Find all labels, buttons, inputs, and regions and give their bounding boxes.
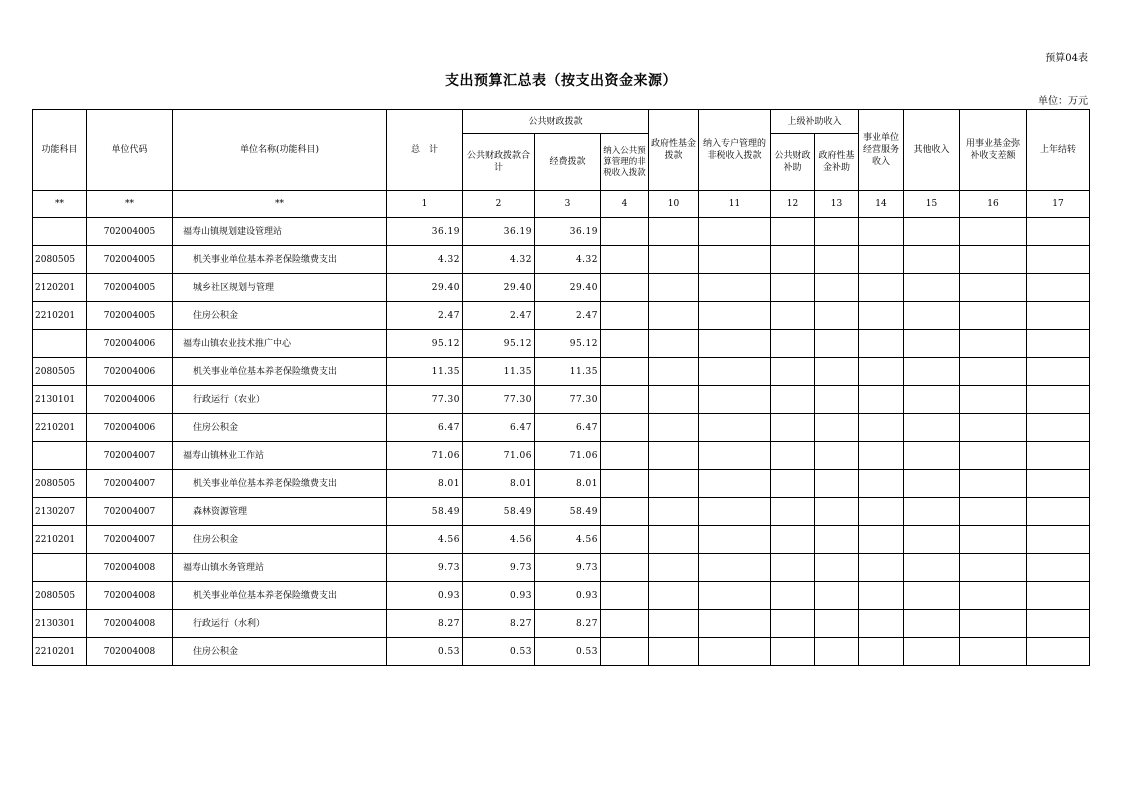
func-code-cell	[33, 554, 87, 582]
unit-code-cell: 702004005	[87, 274, 173, 302]
empty-cell	[859, 246, 904, 274]
empty-cell	[699, 218, 771, 246]
column-index-cell: 15	[904, 191, 960, 218]
header-public-finance-sum: 公共财政拨款合计	[463, 134, 535, 191]
func-code-cell: 2130301	[33, 610, 87, 638]
empty-cell	[699, 358, 771, 386]
column-index-cell: 14	[859, 191, 904, 218]
empty-cell	[815, 218, 859, 246]
empty-cell	[859, 358, 904, 386]
empty-cell	[771, 582, 815, 610]
header-prev-year: 上年结转	[1027, 110, 1090, 191]
empty-cell	[649, 330, 699, 358]
empty-cell	[960, 442, 1027, 470]
column-index-cell: 16	[960, 191, 1027, 218]
unit-name-cell: 福寿山镇规划建设管理站	[173, 218, 387, 246]
empty-cell	[960, 498, 1027, 526]
total-cell: 71.06	[387, 442, 463, 470]
empty-cell	[771, 218, 815, 246]
empty-cell	[771, 442, 815, 470]
empty-cell	[649, 274, 699, 302]
public-finance-sum-cell: 11.35	[463, 358, 535, 386]
empty-cell	[904, 274, 960, 302]
empty-cell	[815, 330, 859, 358]
empty-cell	[649, 638, 699, 666]
empty-cell	[960, 386, 1027, 414]
header-superior-subsidy: 上级补助收入	[771, 110, 859, 134]
empty-cell	[960, 638, 1027, 666]
empty-cell	[699, 414, 771, 442]
public-finance-sum-cell: 0.93	[463, 582, 535, 610]
empty-cell	[601, 582, 649, 610]
unit-code-cell: 702004007	[87, 498, 173, 526]
empty-cell	[859, 302, 904, 330]
fund-alloc-cell: 71.06	[535, 442, 601, 470]
total-cell: 8.01	[387, 470, 463, 498]
total-cell: 0.93	[387, 582, 463, 610]
empty-cell	[815, 302, 859, 330]
empty-cell	[960, 218, 1027, 246]
func-code-cell: 2210201	[33, 638, 87, 666]
fund-alloc-cell: 4.56	[535, 526, 601, 554]
empty-cell	[771, 526, 815, 554]
page-title: 支出预算汇总表（按支出资金来源）	[445, 73, 677, 89]
column-index-cell: 10	[649, 191, 699, 218]
public-finance-sum-cell: 29.40	[463, 274, 535, 302]
unit-name-cell: 机关事业单位基本养老保险缴费支出	[173, 470, 387, 498]
empty-cell	[601, 638, 649, 666]
empty-cell	[601, 274, 649, 302]
empty-cell	[601, 526, 649, 554]
empty-cell	[960, 610, 1027, 638]
empty-cell	[601, 330, 649, 358]
column-index-cell: 11	[699, 191, 771, 218]
unit-name-cell: 机关事业单位基本养老保险缴费支出	[173, 358, 387, 386]
unit-code-cell: 702004005	[87, 302, 173, 330]
table-row	[33, 554, 1090, 582]
unit-code-cell: 702004006	[87, 386, 173, 414]
total-cell: 4.32	[387, 246, 463, 274]
empty-cell	[601, 302, 649, 330]
empty-cell	[859, 582, 904, 610]
empty-cell	[859, 498, 904, 526]
empty-cell	[960, 358, 1027, 386]
empty-cell	[904, 498, 960, 526]
empty-cell	[815, 386, 859, 414]
empty-cell	[904, 526, 960, 554]
total-cell: 9.73	[387, 554, 463, 582]
public-finance-sum-cell: 2.47	[463, 302, 535, 330]
public-finance-sum-cell: 4.56	[463, 526, 535, 554]
fund-alloc-cell: 95.12	[535, 330, 601, 358]
column-index-cell: 3	[535, 191, 601, 218]
public-finance-sum-cell: 4.32	[463, 246, 535, 274]
table-header	[33, 110, 1090, 218]
empty-cell	[859, 442, 904, 470]
fund-alloc-cell: 36.19	[535, 218, 601, 246]
public-finance-sum-cell: 77.30	[463, 386, 535, 414]
public-finance-sum-cell: 0.53	[463, 638, 535, 666]
empty-cell	[904, 358, 960, 386]
empty-cell	[699, 246, 771, 274]
func-code-cell: 2080505	[33, 358, 87, 386]
empty-cell	[904, 246, 960, 274]
empty-cell	[601, 246, 649, 274]
unit-code-cell: 702004007	[87, 470, 173, 498]
empty-cell	[904, 414, 960, 442]
empty-cell	[904, 302, 960, 330]
empty-cell	[960, 554, 1027, 582]
empty-cell	[815, 470, 859, 498]
empty-cell	[771, 414, 815, 442]
table-row	[33, 414, 1090, 442]
empty-cell	[601, 218, 649, 246]
empty-cell	[771, 638, 815, 666]
empty-cell	[1027, 554, 1090, 582]
func-code-cell: 2210201	[33, 526, 87, 554]
total-cell: 0.53	[387, 638, 463, 666]
empty-cell	[601, 498, 649, 526]
empty-cell	[771, 386, 815, 414]
empty-cell	[859, 330, 904, 358]
empty-cell	[601, 442, 649, 470]
empty-cell	[699, 526, 771, 554]
table-row	[33, 302, 1090, 330]
table-row	[33, 330, 1090, 358]
empty-cell	[904, 218, 960, 246]
unit-name-cell: 森林资源管理	[173, 498, 387, 526]
header-fund-alloc: 经费拨款	[535, 134, 601, 191]
empty-cell	[859, 610, 904, 638]
empty-cell	[1027, 442, 1090, 470]
empty-cell	[960, 330, 1027, 358]
empty-cell	[699, 470, 771, 498]
column-index-cell: 12	[771, 191, 815, 218]
table-row	[33, 526, 1090, 554]
table-row	[33, 470, 1090, 498]
public-finance-sum-cell: 6.47	[463, 414, 535, 442]
empty-cell	[771, 274, 815, 302]
column-index-cell: **	[33, 191, 87, 218]
unit-name-cell: 住房公积金	[173, 302, 387, 330]
unit-code-cell: 702004008	[87, 582, 173, 610]
empty-cell	[699, 302, 771, 330]
fund-alloc-cell: 8.27	[535, 610, 601, 638]
empty-cell	[859, 470, 904, 498]
empty-cell	[1027, 470, 1090, 498]
column-index-row	[33, 191, 1090, 218]
header-special-account: 纳入专户管理的非税收入拨款	[699, 110, 771, 191]
empty-cell	[771, 610, 815, 638]
empty-cell	[815, 358, 859, 386]
table-row	[33, 610, 1090, 638]
empty-cell	[960, 470, 1027, 498]
table-body	[33, 218, 1090, 666]
empty-cell	[699, 638, 771, 666]
empty-cell	[771, 330, 815, 358]
table-row	[33, 638, 1090, 666]
table-row	[33, 442, 1090, 470]
func-code-cell: 2080505	[33, 582, 87, 610]
total-cell: 11.35	[387, 358, 463, 386]
fund-alloc-cell: 77.30	[535, 386, 601, 414]
empty-cell	[649, 470, 699, 498]
empty-cell	[649, 386, 699, 414]
empty-cell	[1027, 358, 1090, 386]
empty-cell	[815, 498, 859, 526]
empty-cell	[699, 386, 771, 414]
empty-cell	[1027, 218, 1090, 246]
unit-code-cell: 702004007	[87, 442, 173, 470]
empty-cell	[1027, 582, 1090, 610]
unit-code-cell: 702004006	[87, 330, 173, 358]
column-index-cell: 1	[387, 191, 463, 218]
column-index-cell: **	[173, 191, 387, 218]
empty-cell	[649, 610, 699, 638]
empty-cell	[601, 554, 649, 582]
public-finance-sum-cell: 95.12	[463, 330, 535, 358]
header-public-finance: 公共财政拨款	[463, 110, 649, 134]
public-finance-sum-cell: 8.01	[463, 470, 535, 498]
empty-cell	[649, 526, 699, 554]
empty-cell	[859, 526, 904, 554]
table-row	[33, 498, 1090, 526]
empty-cell	[815, 610, 859, 638]
empty-cell	[771, 358, 815, 386]
empty-cell	[649, 358, 699, 386]
table-row	[33, 274, 1090, 302]
empty-cell	[649, 414, 699, 442]
unit-name-cell: 行政运行（农业）	[173, 386, 387, 414]
empty-cell	[904, 442, 960, 470]
unit-code-cell: 702004007	[87, 526, 173, 554]
empty-cell	[649, 246, 699, 274]
table-row	[33, 358, 1090, 386]
empty-cell	[904, 330, 960, 358]
public-finance-sum-cell: 36.19	[463, 218, 535, 246]
empty-cell	[1027, 246, 1090, 274]
unit-name-cell: 福寿山镇林业工作站	[173, 442, 387, 470]
public-finance-sum-cell: 8.27	[463, 610, 535, 638]
empty-cell	[904, 582, 960, 610]
unit-code-cell: 702004006	[87, 414, 173, 442]
budget-table	[32, 109, 1090, 666]
header-total: 总 计	[387, 110, 463, 191]
table-row	[33, 386, 1090, 414]
empty-cell	[815, 638, 859, 666]
empty-cell	[699, 498, 771, 526]
table-row	[33, 582, 1090, 610]
fund-alloc-cell: 4.32	[535, 246, 601, 274]
empty-cell	[859, 554, 904, 582]
unit-code-cell: 702004005	[87, 218, 173, 246]
empty-cell	[699, 554, 771, 582]
empty-cell	[601, 414, 649, 442]
empty-cell	[649, 218, 699, 246]
unit-name-cell: 行政运行（水利）	[173, 610, 387, 638]
unit-label: 单位：万元	[1038, 96, 1088, 107]
func-code-cell	[33, 442, 87, 470]
public-finance-sum-cell: 9.73	[463, 554, 535, 582]
empty-cell	[960, 582, 1027, 610]
empty-cell	[815, 414, 859, 442]
fund-alloc-cell: 29.40	[535, 274, 601, 302]
total-cell: 29.40	[387, 274, 463, 302]
empty-cell	[771, 470, 815, 498]
total-cell: 77.30	[387, 386, 463, 414]
public-finance-sum-cell: 58.49	[463, 498, 535, 526]
total-cell: 6.47	[387, 414, 463, 442]
total-cell: 36.19	[387, 218, 463, 246]
public-finance-sum-cell: 71.06	[463, 442, 535, 470]
empty-cell	[904, 386, 960, 414]
fund-alloc-cell: 9.73	[535, 554, 601, 582]
empty-cell	[649, 442, 699, 470]
empty-cell	[1027, 274, 1090, 302]
empty-cell	[960, 526, 1027, 554]
unit-code-cell: 702004005	[87, 246, 173, 274]
empty-cell	[1027, 302, 1090, 330]
fund-alloc-cell: 11.35	[535, 358, 601, 386]
unit-code-cell: 702004008	[87, 554, 173, 582]
column-index-cell: 2	[463, 191, 535, 218]
empty-cell	[815, 526, 859, 554]
empty-cell	[859, 274, 904, 302]
column-index-cell: 4	[601, 191, 649, 218]
empty-cell	[699, 442, 771, 470]
func-code-cell: 2120201	[33, 274, 87, 302]
empty-cell	[1027, 330, 1090, 358]
empty-cell	[960, 274, 1027, 302]
empty-cell	[771, 498, 815, 526]
func-code-cell: 2130207	[33, 498, 87, 526]
empty-cell	[859, 386, 904, 414]
fund-alloc-cell: 6.47	[535, 414, 601, 442]
empty-cell	[960, 414, 1027, 442]
empty-cell	[1027, 386, 1090, 414]
header-other-income: 其他收入	[904, 110, 960, 191]
fund-alloc-cell: 0.53	[535, 638, 601, 666]
func-code-cell: 2080505	[33, 470, 87, 498]
column-index-cell: 17	[1027, 191, 1090, 218]
empty-cell	[815, 442, 859, 470]
empty-cell	[771, 302, 815, 330]
empty-cell	[960, 246, 1027, 274]
empty-cell	[649, 498, 699, 526]
empty-cell	[1027, 498, 1090, 526]
header-func-code: 功能科目	[33, 110, 87, 191]
empty-cell	[1027, 414, 1090, 442]
unit-name-cell: 城乡社区规划与管理	[173, 274, 387, 302]
func-code-cell	[33, 330, 87, 358]
empty-cell	[904, 638, 960, 666]
header-gov-fund: 政府性基金拨款	[649, 110, 699, 191]
header-budget-incl: 纳入公共预算管理的非税收入拨款	[601, 134, 649, 191]
empty-cell	[771, 554, 815, 582]
total-cell: 58.49	[387, 498, 463, 526]
empty-cell	[601, 386, 649, 414]
empty-cell	[815, 554, 859, 582]
empty-cell	[601, 358, 649, 386]
empty-cell	[815, 246, 859, 274]
empty-cell	[815, 274, 859, 302]
header-unit-name: 单位名称(功能科目)	[173, 110, 387, 191]
empty-cell	[1027, 526, 1090, 554]
fund-alloc-cell: 8.01	[535, 470, 601, 498]
unit-code-cell: 702004006	[87, 358, 173, 386]
column-index-cell: 13	[815, 191, 859, 218]
empty-cell	[649, 302, 699, 330]
empty-cell	[859, 638, 904, 666]
empty-cell	[904, 610, 960, 638]
header-gov-fund-subsidy: 政府性基金补助	[815, 134, 859, 191]
empty-cell	[699, 610, 771, 638]
form-number: 预算04表	[1045, 53, 1088, 64]
empty-cell	[699, 274, 771, 302]
column-index-cell: **	[87, 191, 173, 218]
unit-name-cell: 住房公积金	[173, 638, 387, 666]
empty-cell	[1027, 610, 1090, 638]
header-public-finance-subsidy: 公共财政补助	[771, 134, 815, 191]
unit-name-cell: 住房公积金	[173, 414, 387, 442]
fund-alloc-cell: 58.49	[535, 498, 601, 526]
total-cell: 4.56	[387, 526, 463, 554]
empty-cell	[859, 218, 904, 246]
unit-code-cell: 702004008	[87, 638, 173, 666]
unit-name-cell: 福寿山镇水务管理站	[173, 554, 387, 582]
func-code-cell: 2210201	[33, 302, 87, 330]
func-code-cell: 2210201	[33, 414, 87, 442]
fund-alloc-cell: 0.93	[535, 582, 601, 610]
func-code-cell	[33, 218, 87, 246]
func-code-cell: 2080505	[33, 246, 87, 274]
total-cell: 95.12	[387, 330, 463, 358]
unit-name-cell: 机关事业单位基本养老保险缴费支出	[173, 246, 387, 274]
total-cell: 8.27	[387, 610, 463, 638]
empty-cell	[771, 246, 815, 274]
empty-cell	[960, 302, 1027, 330]
func-code-cell: 2130101	[33, 386, 87, 414]
empty-cell	[649, 554, 699, 582]
header-business-income: 事业单位经营服务收入	[859, 110, 904, 191]
unit-name-cell: 机关事业单位基本养老保险缴费支出	[173, 582, 387, 610]
empty-cell	[699, 330, 771, 358]
unit-name-cell: 住房公积金	[173, 526, 387, 554]
empty-cell	[859, 414, 904, 442]
total-cell: 2.47	[387, 302, 463, 330]
empty-cell	[904, 554, 960, 582]
unit-code-cell: 702004008	[87, 610, 173, 638]
unit-name-cell: 福寿山镇农业技术推广中心	[173, 330, 387, 358]
empty-cell	[601, 610, 649, 638]
empty-cell	[601, 470, 649, 498]
table-row	[33, 246, 1090, 274]
empty-cell	[649, 582, 699, 610]
fund-alloc-cell: 2.47	[535, 302, 601, 330]
header-fund-balance: 用事业基金弥补收支差额	[960, 110, 1027, 191]
empty-cell	[815, 582, 859, 610]
header-unit-code: 单位代码	[87, 110, 173, 191]
empty-cell	[699, 582, 771, 610]
empty-cell	[904, 470, 960, 498]
empty-cell	[1027, 638, 1090, 666]
table-row	[33, 218, 1090, 246]
